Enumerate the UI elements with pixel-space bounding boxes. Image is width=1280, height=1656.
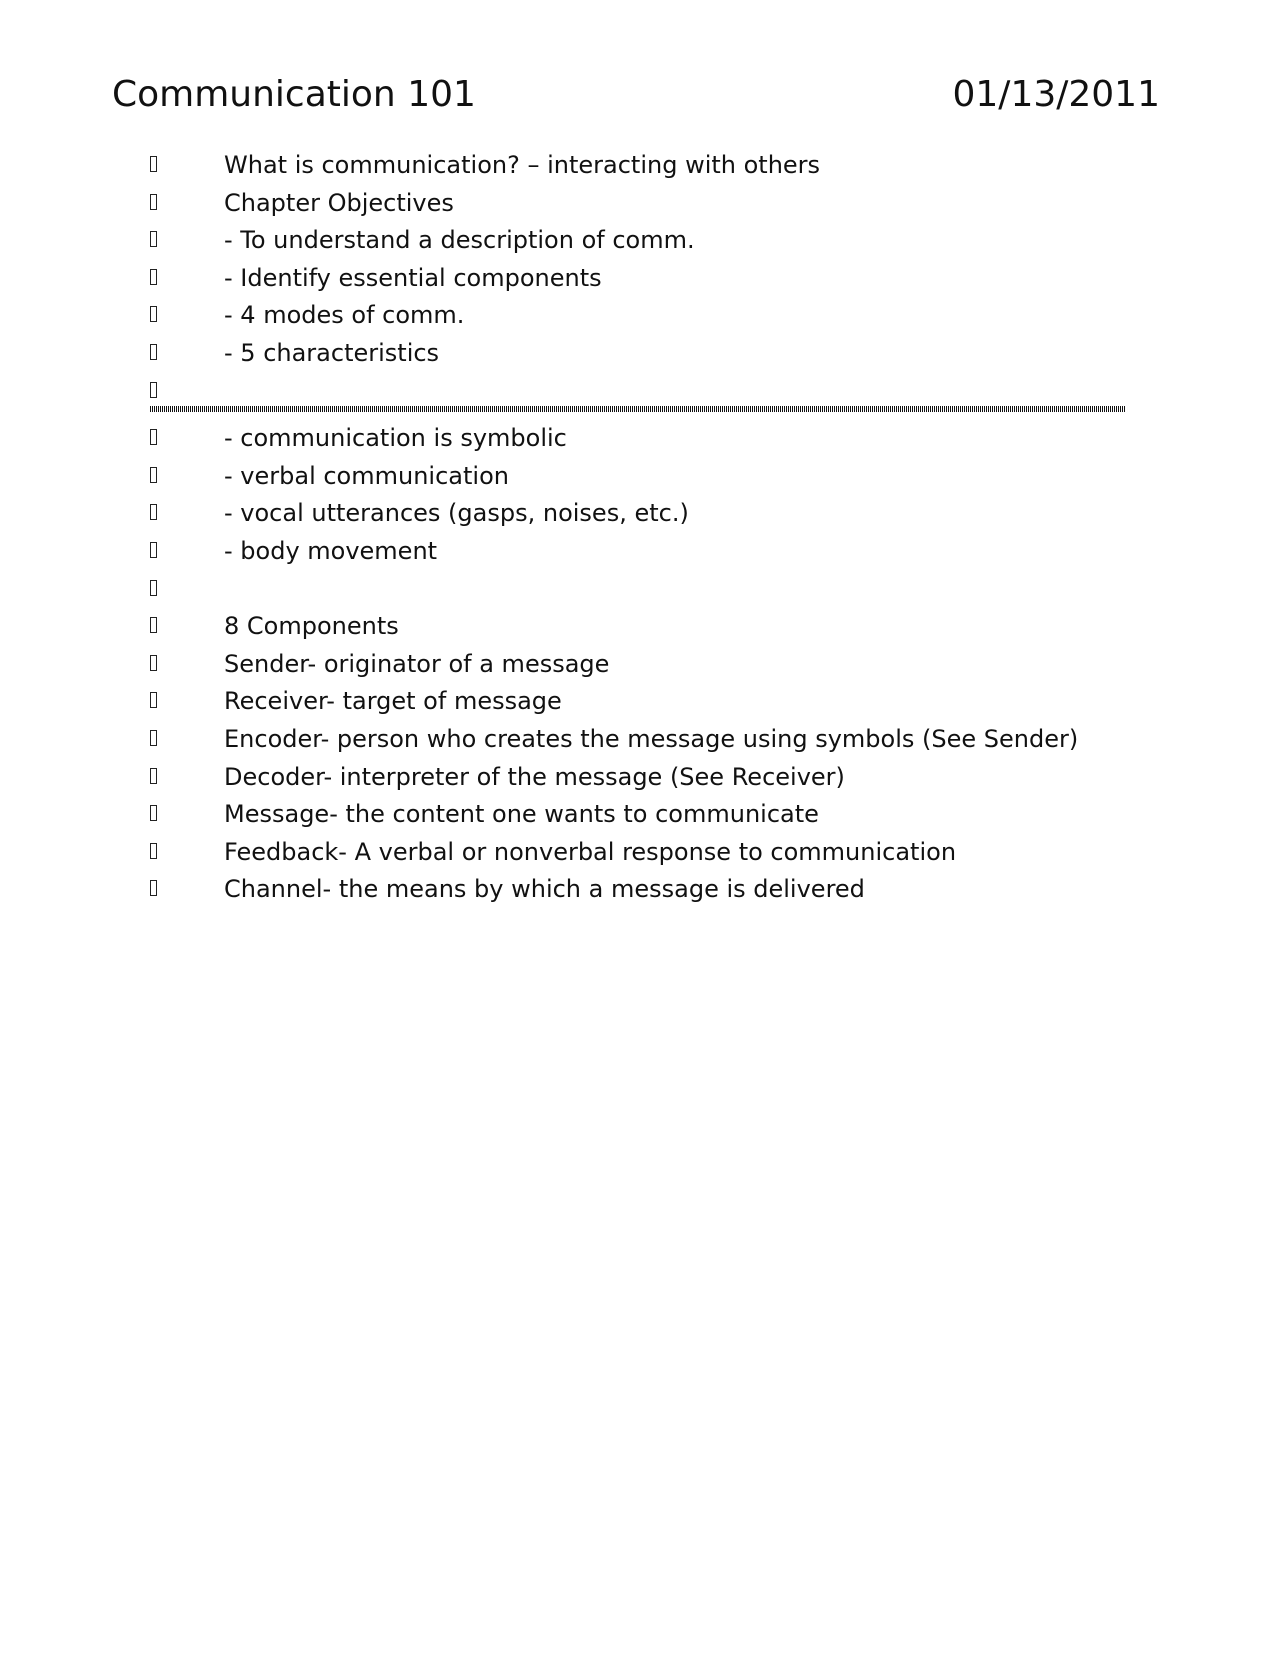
notes-section-components	[150, 423, 1150, 912]
list-item-text: Receiver- target of message	[224, 687, 562, 716]
document-date: 01/13/2011	[952, 74, 1160, 115]
list-item-text: Chapter Objectives	[224, 188, 454, 217]
list-item-text: - 4 modes of comm.	[224, 301, 465, 330]
list-item	[150, 150, 1150, 188]
list-item-text: - Identify essential components	[224, 263, 602, 292]
list-item	[150, 300, 1150, 338]
missing-glyph-bullet-icon	[150, 580, 157, 596]
missing-glyph-bullet-icon	[150, 382, 157, 398]
list-item	[150, 724, 1150, 762]
missing-glyph-bullet-icon	[150, 269, 157, 285]
missing-glyph-bullet-icon	[150, 504, 157, 520]
document-title: Communication 101	[112, 74, 476, 115]
missing-glyph-bullet-icon	[150, 194, 157, 210]
list-item-text: Message- the content one wants to communicate	[224, 800, 819, 829]
list-item	[150, 338, 1150, 376]
missing-glyph-bullet-icon	[150, 843, 157, 859]
missing-glyph-bullet-icon	[150, 730, 157, 746]
list-item-text: Sender- originator of a message	[224, 649, 610, 678]
list-item	[150, 536, 1150, 574]
list-item-text: 8 Components	[224, 612, 399, 641]
missing-glyph-bullet-icon	[150, 467, 157, 483]
list-item-text: Feedback- A verbal or nonverbal response to communication	[224, 837, 957, 866]
list-item-text: What is communication? – interacting with others	[224, 151, 821, 179]
list-item-text: Decoder- interpreter of the message (See Receiver)	[224, 762, 845, 791]
list-item-text: - body movement	[224, 536, 438, 565]
notes-section-objectives	[150, 150, 1150, 413]
list-item	[150, 762, 1150, 800]
list-item-text: - 5 characteristics	[224, 338, 440, 367]
list-item	[150, 498, 1150, 536]
missing-glyph-bullet-icon	[150, 156, 157, 172]
document-header	[112, 70, 1160, 120]
list-item	[150, 649, 1150, 687]
list-item	[150, 611, 1150, 649]
missing-glyph-bullet-icon	[150, 617, 157, 633]
missing-glyph-bullet-icon	[150, 655, 157, 671]
list-item-text: - To understand a description of comm.	[224, 226, 695, 255]
list-item	[150, 263, 1150, 301]
list-item	[150, 225, 1150, 263]
list-item-text: Channel- the means by which a message is delivered	[224, 875, 865, 904]
missing-glyph-bullet-icon	[150, 692, 157, 708]
missing-glyph-bullet-icon	[150, 805, 157, 821]
hatched-divider-line	[150, 406, 1126, 412]
list-item	[150, 799, 1150, 837]
list-item	[150, 837, 1150, 875]
missing-glyph-bullet-icon	[150, 231, 157, 247]
list-item	[150, 461, 1150, 499]
list-item-text: - verbal communication	[224, 461, 509, 490]
notes-list	[150, 150, 1150, 912]
list-item-text: - vocal utterances (gasps, noises, etc.)	[224, 499, 689, 528]
list-item	[150, 574, 1150, 612]
missing-glyph-bullet-icon	[150, 344, 157, 360]
missing-glyph-bullet-icon	[150, 542, 157, 558]
list-item-text: - communication is symbolic	[224, 424, 567, 453]
list-item	[150, 188, 1150, 226]
missing-glyph-bullet-icon	[150, 768, 157, 784]
list-item-text: Encoder- person who creates the message using symbols (See Sender)	[224, 724, 1079, 753]
list-item	[150, 423, 1150, 461]
missing-glyph-bullet-icon	[150, 429, 157, 445]
missing-glyph-bullet-icon	[150, 880, 157, 896]
section-divider	[150, 404, 1150, 414]
missing-glyph-bullet-icon	[150, 306, 157, 322]
list-item	[150, 686, 1150, 724]
list-item	[150, 874, 1150, 912]
